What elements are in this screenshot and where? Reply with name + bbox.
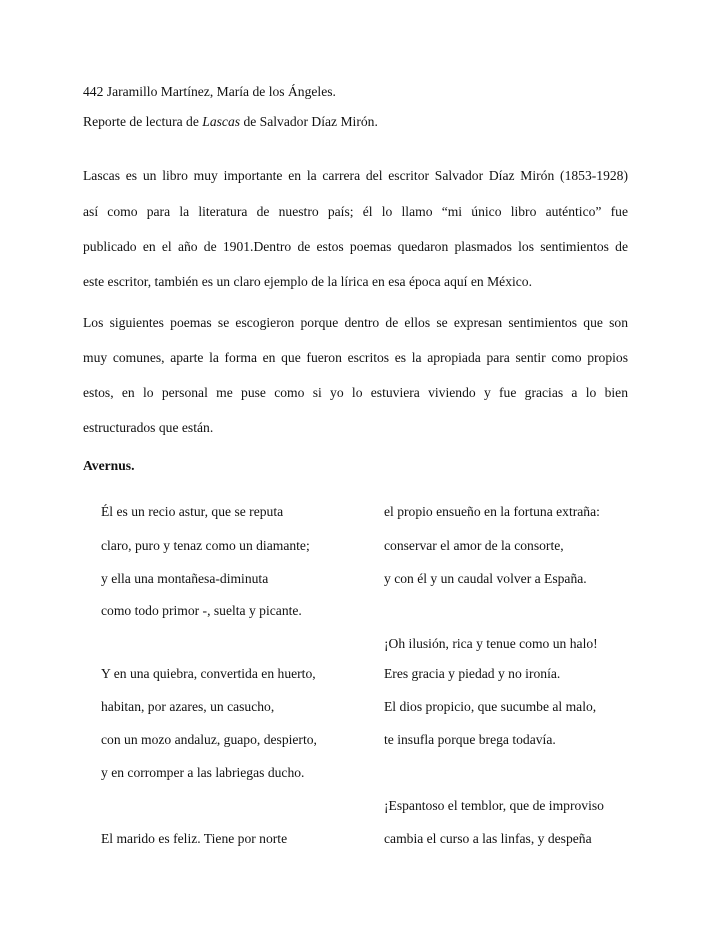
book-title: Lascas [202, 114, 241, 129]
paragraph1-line-1: Lascas es un libro muy importante en la carrera del escritor Salvador Díaz Mirón (1853-1928) [83, 168, 628, 183]
paragraph1-line-3: publicado en el año de 1901.Dentro de estos poemas quedaron plasmados los sentimientos de [83, 239, 628, 254]
paragraph2-line-1: Los siguientes poemas se escogieron porque dentro de ellos se expresan sentimientos que son [83, 315, 628, 330]
poem-right-verse-6: El dios propicio, que sucumbe al malo, [384, 699, 597, 714]
paragraph2-line-2: muy comunes, aparte la forma en que fueron escritos es la apropiada para sentir como propios [83, 350, 628, 365]
paragraph1-line-4: este escritor, también es un claro ejemplo de la lírica en esa época aquí en México. [83, 274, 532, 289]
poem-left-verse-8: y en corromper a las labriegas ducho. [101, 765, 305, 780]
poem-right-verse-5: Eres gracia y piedad y no ironía. [384, 666, 561, 681]
poem-left-verse-6: habitan, por azares, un casucho, [101, 699, 275, 714]
report-title-suffix: de Salvador Díaz Mirón. [240, 114, 378, 129]
poem-right-verse-1: el propio ensueño en la fortuna extraña: [384, 504, 600, 519]
poem-left-verse-7: con un mozo andaluz, guapo, despierto, [101, 732, 317, 747]
report-title [83, 114, 378, 130]
poem-left-verse-3: y ella una montañesa-diminuta [101, 571, 269, 586]
paragraph2-line-4: estructurados que están. [83, 420, 214, 435]
paragraph1-line-2: así como para la literatura de nuestro país; él lo llamo “mi único libro auténtico” fue [83, 204, 628, 219]
poem-right-verse-4: ¡Oh ilusión, rica y tenue como un halo! [384, 636, 598, 651]
report-title-prefix: Reporte de lectura de [83, 114, 203, 129]
poem-right-verse-7: te insufla porque brega todavía. [384, 732, 556, 747]
poem-right-verse-9: cambia el curso a las linfas, y despeña [384, 831, 592, 846]
poem-title: Avernus. [83, 458, 135, 473]
author-line: 442 Jaramillo Martínez, María de los Ángeles. [83, 84, 336, 99]
poem-left-verse-5: Y en una quiebra, convertida en huerto, [101, 666, 316, 681]
poem-right-verse-2: conservar el amor de la consorte, [384, 538, 564, 553]
poem-left-verse-2: claro, puro y tenaz como un diamante; [101, 538, 310, 553]
poem-right-verse-3: y con él y un caudal volver a España. [384, 571, 587, 586]
poem-left-verse-1: Él es un recio astur, que se reputa [101, 504, 284, 519]
poem-right-verse-8: ¡Espantoso el temblor, que de improviso [384, 798, 604, 813]
poem-left-verse-4: como todo primor -, suelta y picante. [101, 603, 302, 618]
paragraph2-line-3: estos, en lo personal me puse como si yo lo estuviera viviendo y fue gracias a lo bien [83, 385, 628, 400]
poem-left-verse-9: El marido es feliz. Tiene por norte [101, 831, 288, 846]
